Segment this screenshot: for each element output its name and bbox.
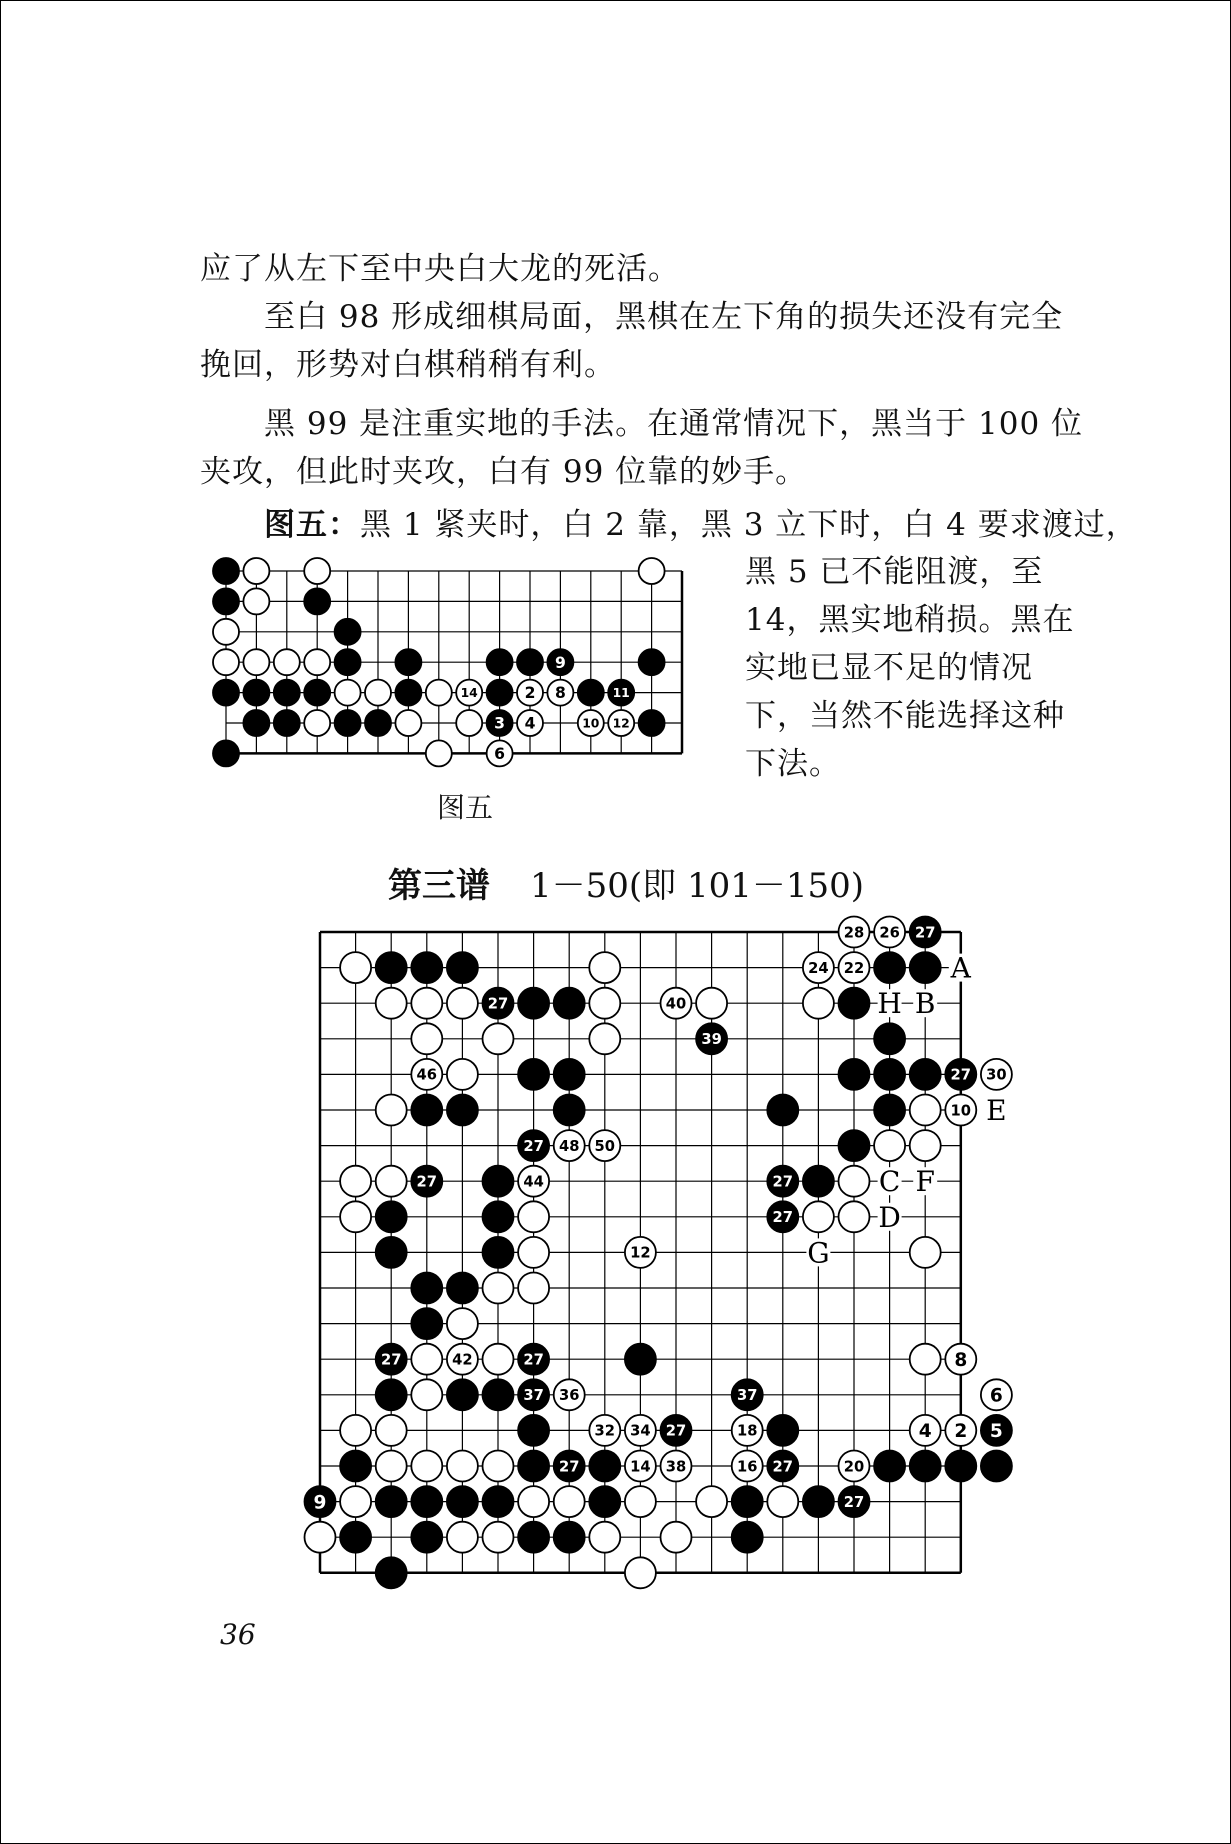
board-white-stone (376, 1415, 407, 1446)
board-black-stone (910, 1059, 941, 1090)
board-move-number: 27 (772, 1173, 794, 1191)
board-move-number: 26 (879, 924, 900, 942)
fig5-white-stone (395, 710, 421, 736)
board-black-stone (839, 1059, 870, 1090)
board-black-stone (910, 952, 941, 983)
board-move-number: 27 (772, 1209, 794, 1227)
board-black-stone (518, 1522, 549, 1553)
side-text-line-5: 下法。 (745, 746, 841, 782)
fig5-move-number: 10 (582, 716, 600, 731)
fig5-black-stone (395, 680, 421, 706)
board-point-letter: F (915, 1165, 935, 1199)
board-point-letter: C (878, 1165, 901, 1199)
board-move-number: 18 (736, 1422, 758, 1440)
fig5-black-stone (578, 680, 604, 706)
board-black-stone (447, 952, 478, 983)
figure5-caption: 图五 (437, 791, 494, 824)
board-move-number: 14 (630, 1458, 651, 1476)
board-black-stone (376, 1201, 407, 1232)
board-move-number: 40 (665, 995, 687, 1013)
board-white-stone (589, 1522, 620, 1553)
board-white-stone (625, 1486, 656, 1517)
board-move-number: 39 (701, 1031, 722, 1049)
fig5-black-stone (274, 710, 300, 736)
board-black-stone (803, 1166, 834, 1197)
fig5-black-stone (304, 680, 330, 706)
heading-title: 第三谱 (388, 866, 490, 906)
fig5-black-stone (517, 649, 543, 675)
board-black-stone (589, 1486, 620, 1517)
fig5-black-stone (243, 680, 269, 706)
board-move-number: 27 (416, 1173, 438, 1191)
board-white-stone (447, 1059, 478, 1090)
fig5-white-stone (426, 740, 452, 766)
board-white-stone (696, 1486, 727, 1517)
board-move-number: 9 (313, 1492, 327, 1514)
board-white-stone (376, 1451, 407, 1482)
figure5-intro (264, 501, 1138, 549)
page-number: 36 (220, 1618, 256, 1651)
board-white-stone (483, 1344, 514, 1375)
board-move-number: 8 (954, 1349, 968, 1371)
board-white-stone (803, 1201, 834, 1232)
board-move-number: 44 (523, 1173, 544, 1191)
board-black-stone (376, 952, 407, 983)
board-point-letter: E (986, 1094, 1007, 1127)
board-move-number: 4 (918, 1421, 932, 1443)
board-white-stone (447, 1451, 478, 1482)
fig5-move-number: 14 (460, 686, 478, 701)
board-point-letter: H (877, 987, 902, 1021)
fig5-white-stone (243, 649, 269, 675)
heading-range: 1－50(即 101－150) (530, 866, 865, 906)
fig5-white-stone (456, 710, 482, 736)
board-white-stone (518, 1273, 549, 1304)
fig5-move-number: 8 (554, 684, 566, 703)
paragraph-1: 应了从左下至中央白大龙的死活。 (200, 251, 680, 287)
board-point-letter: A (950, 951, 971, 985)
board-move-number: 16 (736, 1458, 758, 1476)
board-point-letter: G (807, 1236, 830, 1270)
board-black-stone (411, 1486, 442, 1517)
board-point-letter: D (878, 1200, 901, 1234)
fig5-white-stone (243, 558, 269, 584)
board-black-stone (411, 1095, 442, 1126)
paragraph-2-line-2: 挽回，形势对白棋稍稍有利。 (200, 347, 616, 383)
board-move-number: 30 (986, 1066, 1007, 1084)
board-black-stone (483, 1379, 514, 1410)
fig5-move-number: 9 (554, 653, 566, 672)
side-text-line-3: 实地已显不足的情况 (745, 650, 1033, 686)
board-black-stone (447, 1273, 478, 1304)
paragraph-3-line-2: 夹攻，但此时夹攻，白有 99 位靠的妙手。 (200, 454, 808, 490)
fig5-white-stone (243, 588, 269, 614)
board-black-stone (732, 1486, 763, 1517)
board-move-number: 27 (843, 1493, 865, 1511)
board-move-number: 24 (808, 959, 829, 977)
board-black-stone (554, 1059, 585, 1090)
board-white-stone (910, 1130, 941, 1161)
fig5-white-stone (304, 649, 330, 675)
board-white-stone (447, 1308, 478, 1339)
board-black-stone (483, 1486, 514, 1517)
board-white-stone (376, 1095, 407, 1126)
board-move-number: 38 (665, 1458, 687, 1476)
board-move-number: 37 (523, 1387, 544, 1405)
fig5-black-stone (243, 710, 269, 736)
board-white-stone (696, 988, 727, 1019)
fig5-black-stone (213, 740, 239, 766)
board-move-number: 27 (487, 995, 509, 1013)
fig5-black-stone (213, 680, 239, 706)
board-black-stone (376, 1557, 407, 1588)
board-white-stone (447, 1522, 478, 1553)
board-move-number: 42 (452, 1351, 473, 1369)
board-black-stone (589, 1451, 620, 1482)
board-move-number: 10 (950, 1102, 972, 1120)
board-move-number: 32 (594, 1422, 616, 1440)
board-black-stone (340, 1451, 371, 1482)
fig5-black-stone (487, 649, 513, 675)
board-move-number: 27 (558, 1458, 580, 1476)
board-black-stone (803, 1486, 834, 1517)
fig5-black-stone (395, 649, 421, 675)
board-move-number: 27 (380, 1351, 402, 1369)
board-black-stone (518, 988, 549, 1019)
board-white-stone (340, 1201, 371, 1232)
board-black-stone (483, 1166, 514, 1197)
fig5-black-stone (335, 649, 361, 675)
board-move-number: 27 (914, 924, 936, 942)
board-black-stone (625, 1344, 656, 1375)
board-white-stone (518, 1237, 549, 1268)
board-black-stone (411, 952, 442, 983)
board-white-stone (554, 1486, 585, 1517)
board-move-number: 6 (989, 1385, 1003, 1407)
fig5-move-number: 3 (494, 714, 506, 733)
board-black-stone (874, 952, 905, 983)
board-move-number: 28 (843, 924, 865, 942)
board-move-number: 5 (989, 1421, 1003, 1443)
board-white-stone (839, 1166, 870, 1197)
figure5-label: 图五： (264, 507, 360, 543)
board-black-stone (732, 1522, 763, 1553)
fig5-move-number: 2 (524, 684, 536, 703)
board-black-stone (376, 1237, 407, 1268)
fig5-black-stone (274, 680, 300, 706)
figure5-diagram (200, 548, 730, 778)
board-move-number: 2 (954, 1421, 968, 1443)
side-text-line-4: 下，当然不能选择这种 (745, 698, 1065, 734)
fig5-white-stone (426, 680, 452, 706)
board-white-stone (518, 1486, 549, 1517)
board-black-stone (839, 988, 870, 1019)
board-white-stone (483, 1023, 514, 1054)
board-black-stone (411, 1273, 442, 1304)
board-black-stone (340, 1522, 371, 1553)
board-white-stone (767, 1486, 798, 1517)
fig5-black-stone (365, 710, 391, 736)
fig5-black-stone (213, 558, 239, 584)
board-move-number: 34 (630, 1422, 651, 1440)
fig5-white-stone (304, 558, 330, 584)
board-black-stone (910, 1451, 941, 1482)
board-white-stone (411, 1344, 442, 1375)
board-white-stone (483, 1451, 514, 1482)
side-text-line-1: 黑 5 已不能阻渡，至 (745, 554, 1044, 590)
board-white-stone (411, 1451, 442, 1482)
board-black-stone (411, 1522, 442, 1553)
side-text-line-2: 14，黑实地稍损。黑在 (745, 602, 1075, 638)
fig5-move-number: 4 (524, 714, 536, 733)
board-black-stone (874, 1451, 905, 1482)
board-black-stone (874, 1095, 905, 1126)
board-white-stone (411, 988, 442, 1019)
board-white-stone (376, 988, 407, 1019)
board-white-stone (483, 1273, 514, 1304)
board-point-letter: B (914, 987, 936, 1021)
board-white-stone (305, 1522, 336, 1553)
board-black-stone (376, 1486, 407, 1517)
fig5-move-number: 6 (494, 745, 506, 764)
paragraph-2-line-1: 至白 98 形成细棋局面，黑棋在左下角的损失还没有完全 (264, 299, 1064, 335)
board-white-stone (411, 1023, 442, 1054)
board-move-number: 50 (594, 1137, 616, 1155)
board-white-stone (483, 1522, 514, 1553)
board-black-stone (518, 1415, 549, 1446)
board-white-stone (411, 1379, 442, 1410)
board-white-stone (518, 1201, 549, 1232)
board-move-number: 22 (843, 959, 865, 977)
board-black-stone (554, 988, 585, 1019)
board-black-stone (839, 1130, 870, 1161)
fig5-black-stone (213, 588, 239, 614)
board-move-number: 12 (630, 1244, 651, 1262)
board-move-number: 36 (558, 1387, 580, 1405)
section-heading (388, 858, 864, 907)
board-move-number: 27 (665, 1422, 687, 1440)
fig5-black-stone (487, 680, 513, 706)
board-move-number: 37 (736, 1387, 758, 1405)
fig5-black-stone (304, 588, 330, 614)
fig5-move-number: 12 (612, 716, 630, 731)
fig5-white-stone (274, 649, 300, 675)
fig5-white-stone (335, 680, 361, 706)
board-move-number: 27 (772, 1458, 794, 1476)
board-black-stone (874, 1023, 905, 1054)
board-white-stone (376, 1166, 407, 1197)
board-white-stone (589, 952, 620, 983)
board-black-stone (447, 1379, 478, 1410)
board-white-stone (803, 988, 834, 1019)
paragraph-3-line-1: 黑 99 是注重实地的手法。在通常情况下，黑当于 100 位 (264, 406, 1084, 442)
board-white-stone (589, 1023, 620, 1054)
board-white-stone (340, 1415, 371, 1446)
board-white-stone (910, 1095, 941, 1126)
board-black-stone (447, 1486, 478, 1517)
fig5-black-stone (335, 619, 361, 645)
board-black-stone (518, 1059, 549, 1090)
board-move-number: 20 (843, 1458, 865, 1476)
board-white-stone (340, 952, 371, 983)
figure5-text: 黑 1 紧夹时，白 2 靠，黑 3 立下时，白 4 要求渡过， (360, 507, 1138, 543)
board-black-stone (483, 1237, 514, 1268)
board-move-number: 27 (523, 1137, 544, 1155)
fig5-white-stone (213, 619, 239, 645)
board-black-stone (874, 1059, 905, 1090)
fig5-black-stone (335, 710, 361, 736)
board-black-stone (767, 1415, 798, 1446)
board-white-stone (447, 988, 478, 1019)
board-move-number: 46 (416, 1066, 438, 1084)
board-move-number: 48 (558, 1137, 580, 1155)
board-white-stone (839, 1201, 870, 1232)
board-white-stone (910, 1237, 941, 1268)
board-white-stone (661, 1522, 692, 1553)
board-black-stone (767, 1095, 798, 1126)
board-move-number: 27 (523, 1351, 544, 1369)
board-white-stone (625, 1557, 656, 1588)
board-black-stone (554, 1522, 585, 1553)
fig5-black-stone (639, 710, 665, 736)
board-black-stone (376, 1379, 407, 1410)
board-white-stone (589, 988, 620, 1019)
board-black-stone (945, 1451, 976, 1482)
board-black-stone (447, 1095, 478, 1126)
board-white-stone (910, 1344, 941, 1375)
board-black-stone (981, 1451, 1012, 1482)
fig5-black-stone (639, 649, 665, 675)
fig5-white-stone (304, 710, 330, 736)
go-board-diagram (300, 912, 1007, 1612)
board-black-stone (554, 1095, 585, 1126)
board-white-stone (340, 1166, 371, 1197)
board-white-stone (874, 1130, 905, 1161)
fig5-white-stone (213, 649, 239, 675)
board-move-number: 27 (950, 1066, 972, 1084)
board-black-stone (483, 1201, 514, 1232)
board-black-stone (518, 1451, 549, 1482)
fig5-white-stone (639, 558, 665, 584)
fig5-white-stone (365, 680, 391, 706)
board-white-stone (340, 1486, 371, 1517)
board-black-stone (411, 1308, 442, 1339)
fig5-move-number: 11 (612, 686, 630, 701)
